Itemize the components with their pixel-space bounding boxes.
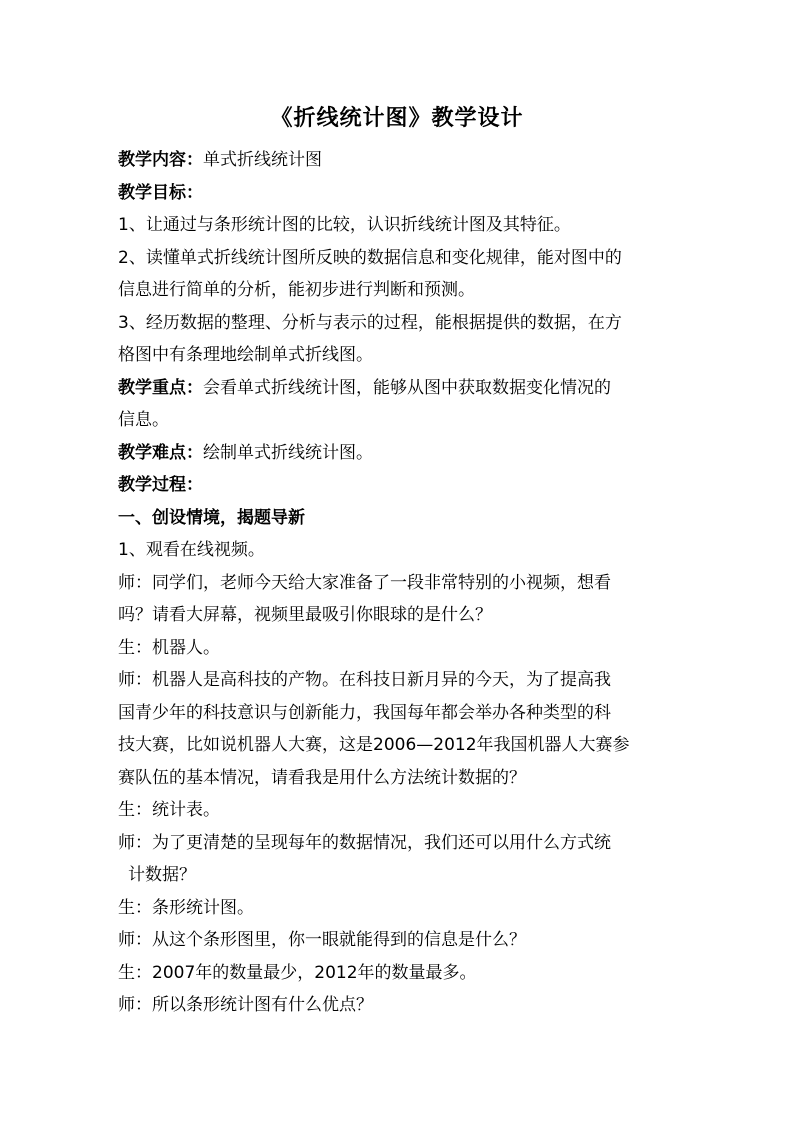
document-body bbox=[118, 144, 678, 1022]
goal-2-line-1: 2、读懂单式折线统计图所反映的数据信息和变化规律，能对图中的 bbox=[118, 247, 622, 268]
teacher-line-4: 师：从这个条形图里，你一眼就能得到的信息是什么？ bbox=[118, 930, 526, 950]
document-title: 《折线统计图》教学设计 bbox=[270, 106, 524, 131]
teacher-line-2b: 国青少年的科技意识与创新能力，我国每年都会举办各种类型的科 bbox=[118, 702, 611, 723]
key-point-line bbox=[118, 372, 678, 405]
step-1: 1、观看在线视频。 bbox=[118, 540, 265, 560]
key-point-label: 教学重点： bbox=[118, 377, 203, 398]
difficulty-line bbox=[118, 437, 678, 470]
teacher-line-3a: 师：为了更清楚的呈现每年的数据情况，我们还可以用什么方式统 bbox=[118, 832, 611, 853]
section-1-heading: 一、创设情境，揭题导新 bbox=[118, 507, 305, 528]
teacher-line-2d: 赛队伍的基本情况，请看我是用什么方法统计数据的？ bbox=[118, 767, 526, 788]
goal-2-line-2: 信息进行简单的分析，能初步进行判断和预测。 bbox=[118, 280, 475, 300]
goal-1: 1、让通过与条形统计图的比较，认识折线统计图及其特征。 bbox=[118, 215, 571, 235]
teacher-line-1b: 吗？请看大屏幕，视频里最吸引你眼球的是什么？ bbox=[118, 605, 492, 625]
teacher-line-3b: 计数据？ bbox=[128, 865, 196, 885]
teaching-content-line bbox=[118, 144, 678, 177]
student-line-3: 生：条形统计图。 bbox=[118, 897, 254, 918]
teaching-content-value: 单式折线统计图 bbox=[203, 150, 322, 170]
student-line-4: 生：2007年的数量最少，2012年的数量最多。 bbox=[118, 962, 477, 983]
teaching-goals-label: 教学目标： bbox=[118, 182, 203, 203]
student-line-1: 生：机器人。 bbox=[118, 637, 220, 658]
goal-3-line-2: 格图中有条理地绘制单式折线图。 bbox=[118, 345, 373, 365]
teacher-line-1a: 师：同学们，老师今天给大家准备了一段非常特别的小视频，想看 bbox=[118, 572, 611, 593]
student-line-2: 生：统计表。 bbox=[118, 800, 220, 820]
process-label: 教学过程： bbox=[118, 475, 203, 495]
teaching-content-label: 教学内容： bbox=[118, 150, 203, 170]
teacher-line-2c: 技大赛，比如说机器人大赛，这是2006—2012年我国机器人大赛参 bbox=[118, 735, 630, 755]
teacher-line-2a: 师：机器人是高科技的产物。在科技日新月异的今天，为了提高我 bbox=[118, 670, 611, 690]
key-point-value: 会看单式折线统计图，能够从图中获取数据变化情况的 bbox=[203, 377, 611, 398]
key-point-line-2: 信息。 bbox=[118, 410, 169, 430]
goal-3-line-1: 3、经历数据的整理、分析与表示的过程，能根据提供的数据，在方 bbox=[118, 312, 622, 333]
difficulty-label: 教学难点： bbox=[118, 442, 203, 463]
difficulty-value: 绘制单式折线统计图。 bbox=[203, 442, 373, 463]
teacher-line-5: 师：所以条形统计图有什么优点？ bbox=[118, 995, 373, 1015]
